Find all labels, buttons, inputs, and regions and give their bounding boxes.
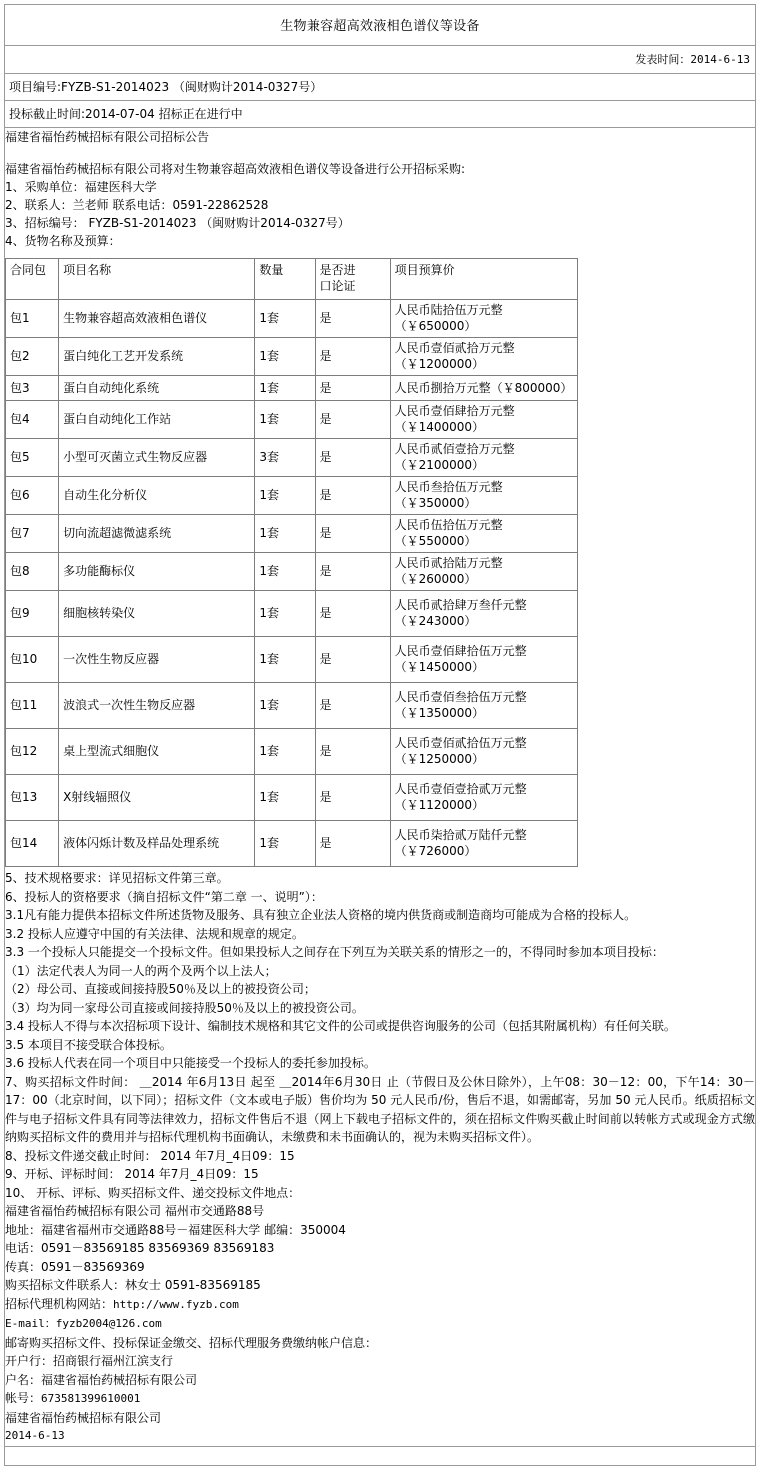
cell-package: 包14 <box>6 821 59 867</box>
cell-package: 包10 <box>6 637 59 683</box>
col-header-package: 合同包 <box>6 259 59 300</box>
announcement-title: 福建省福怡药械招标有限公司招标公告 <box>5 130 210 144</box>
document-frame <box>4 4 756 1466</box>
cell-quantity: 1套 <box>255 775 315 821</box>
signature-date: 2014-6-13 <box>5 1429 65 1442</box>
project-number-cell <box>5 74 756 101</box>
deadline-cell <box>5 101 756 128</box>
cell-quantity: 1套 <box>255 729 315 775</box>
cell-budget-price <box>390 775 577 821</box>
cell-quantity: 1套 <box>255 553 315 591</box>
cell-import-review: 是 <box>315 821 390 867</box>
budget-table-body <box>6 300 578 867</box>
budget-price-line2: （￥726000） <box>394 844 477 858</box>
intro-item-purchaser: 1、采购单位：福建医科大学 <box>5 180 157 194</box>
table-row <box>6 515 578 553</box>
budget-price-line2: （￥1250000） <box>394 752 485 766</box>
project-number: 项目编号:FYZB-S1-2014023 （闽财购计2014-0327号） <box>9 80 323 94</box>
budget-price-line1: 人民币壹佰壹拾贰万元整 <box>394 782 527 796</box>
cell-import-review: 是 <box>315 477 390 515</box>
contact-telephone: 电话：0591－83569185 83569369 83569183 <box>5 1241 275 1255</box>
cell-quantity: 1套 <box>255 683 315 729</box>
cell-budget-price: 人民币贰拾陆万元整（￥260000） <box>390 553 577 591</box>
cell-import-review: 是 <box>315 637 390 683</box>
cell-budget-price: 人民币贰佰壹拾万元整（￥2100000） <box>390 439 577 477</box>
budget-price-line2: （￥1450000） <box>394 660 485 674</box>
budget-price-line1: 人民币壹佰叁拾伍万元整 <box>394 690 527 704</box>
table-row <box>6 401 578 439</box>
clause-10: 10、 开标、评标、购买招标文件、递交投标文件地点： <box>5 1185 301 1200</box>
cell-item-name: 生物兼容超高效液相色谱仪 <box>59 300 255 338</box>
table-row <box>6 729 578 775</box>
clause-9: 9、开标、评标时间： 2014 年7月_4日09：15 <box>5 1167 259 1181</box>
cell-import-review: 是 <box>315 591 390 637</box>
footer-cell <box>5 1446 756 1465</box>
publish-time-cell <box>5 46 756 74</box>
cell-package: 包12 <box>6 729 59 775</box>
cell-import-review: 是 <box>315 553 390 591</box>
cell-item-name: 桌上型流式细胞仪 <box>59 729 255 775</box>
col-header-budget-price: 项目预算价 <box>390 259 577 300</box>
budget-price-line2: （￥1120000） <box>394 798 485 812</box>
table-row <box>6 775 578 821</box>
cell-quantity: 1套 <box>255 376 315 401</box>
budget-price-line2: （￥1350000） <box>394 706 485 720</box>
bid-deadline-status: 投标截止时间:2014-07-04 招标正在进行中 <box>9 107 243 121</box>
cell-item-name: 一次性生物反应器 <box>59 637 255 683</box>
cell-package: 包8 <box>6 553 59 591</box>
clause-3-4: 3.4 投标人不得与本次招标项下设计、编制技术规格和其它文件的公司或提供咨询服务的公司（包括其附属机构）有任何关联。 <box>5 1019 676 1033</box>
table-row <box>6 637 578 683</box>
budget-price-line1: 人民币壹佰肆拾伍万元整 <box>394 644 527 658</box>
cell-item-name: 液体闪烁计数及样品处理系统 <box>59 821 255 867</box>
contact-company: 福建省福怡药械招标有限公司 福州市交通路88号 <box>5 1204 265 1218</box>
cell-import-review: 是 <box>315 439 390 477</box>
clause-7: 7、购买招标文件时间： ＿2014 年6月13日 起至 ＿2014年6月30日 止（节假日及公休日除外），上午08：30－12：00，下午14：30－17：00（北京时间，以下同）；招标文件（文本或电子版）售价均为 50 元人民币/份，售后不退，如需邮寄，另加 50 元人民币。纸质招标文件与电子招标文件具有同等法律效力，招标文件售后不退（网上下载电子招标文件的，须在招标文件购买截止时间前以转帐方式或现金方式缴纳购买招标文件的费用并与招标代理机构书面确认，未缴费和未书面确认的，视为未购买招标文件）。 <box>5 1074 755 1144</box>
agency-website-url[interactable]: http://www.fyzb.com <box>113 1297 239 1311</box>
signature-company: 福建省福怡药械招标有限公司 <box>5 1410 162 1425</box>
cell-budget-price <box>390 821 577 867</box>
col-header-import-review <box>315 259 390 300</box>
table-row <box>6 338 578 376</box>
clause-6: 6、投标人的资格要求（摘自招标文件“第二章 一、说明”）： <box>5 889 323 904</box>
bank-account-number-line <box>5 1389 755 1409</box>
clause-3-1: 3.1凡有能力提供本招标文件所述货物及服务、具有独立企业法人资格的境内供货商或制造商均可能成为合格的投标人。 <box>5 908 637 922</box>
clause-3-3: 3.3 一个投标人只能提交一个投标文件。但如果投标人之间存在下列互为关联关系的情形之一的，不得同时参加本项目投标： <box>5 945 664 959</box>
cell-quantity: 1套 <box>255 637 315 683</box>
cell-package: 包5 <box>6 439 59 477</box>
cell-import-review: 是 <box>315 683 390 729</box>
cell-package: 包4 <box>6 401 59 439</box>
footer-row <box>5 1446 756 1465</box>
bank-branch: 开户行：招商银行福州江滨支行 <box>5 1354 174 1368</box>
cell-item-name: X射线辐照仪 <box>59 775 255 821</box>
contact-fax: 传真：0591－83569369 <box>5 1259 145 1274</box>
cell-import-review: 是 <box>315 515 390 553</box>
cell-budget-price: 人民币捌拾万元整（￥800000） <box>390 376 577 401</box>
intro-item-bid-number: 3、招标编号： FYZB-S1-2014023 （闽财购计2014-0327号） <box>5 216 350 230</box>
cell-quantity: 3套 <box>255 439 315 477</box>
cell-budget-price: 人民币伍拾伍万元整（￥550000） <box>390 515 577 553</box>
budget-table-head <box>6 259 578 300</box>
agency-website-line <box>5 1295 755 1315</box>
publish-time-row <box>5 46 756 74</box>
cell-budget-price <box>390 591 577 637</box>
table-row <box>6 553 578 591</box>
title-cell <box>5 5 756 46</box>
intro-item-goods-budget: 4、货物名称及预算： <box>5 234 121 248</box>
cell-item-name: 多功能酶标仪 <box>59 553 255 591</box>
cell-quantity: 1套 <box>255 515 315 553</box>
cell-budget-price <box>390 729 577 775</box>
cell-quantity: 1套 <box>255 338 315 376</box>
content-cell <box>5 128 756 1447</box>
table-row <box>6 477 578 515</box>
spacer <box>5 146 755 160</box>
bank-account-name: 户名：福建省福怡药械招标有限公司 <box>5 1372 198 1387</box>
cell-package: 包11 <box>6 683 59 729</box>
cell-item-name: 细胞核转染仪 <box>59 591 255 637</box>
publish-time: 发表时间：2014-6-13 <box>635 53 750 66</box>
clause-3-3-sub-1: （1）法定代表人为同一人的两个及两个以上法人； <box>5 963 277 978</box>
cell-import-review: 是 <box>315 300 390 338</box>
table-row <box>6 591 578 637</box>
deadline-row <box>5 101 756 128</box>
table-row <box>6 300 578 338</box>
budget-price-line1: 人民币柒拾贰万陆仟元整 <box>394 828 527 842</box>
cell-package: 包6 <box>6 477 59 515</box>
clause-3-3-sub-2: （2）母公司、直接或间接持股50％及以上的被投资公司； <box>5 982 316 996</box>
agency-email-label: E-mail： <box>5 1317 56 1330</box>
bank-account-number-value: 673581399610001 <box>41 1392 141 1405</box>
table-row <box>6 683 578 729</box>
cell-package: 包2 <box>6 338 59 376</box>
budget-table <box>5 258 578 867</box>
cell-budget-price <box>390 637 577 683</box>
cell-package: 包7 <box>6 515 59 553</box>
agency-website-label: 招标代理机构网站： <box>5 1296 114 1311</box>
cell-budget-price: 人民币壹佰肆拾万元整（￥1400000） <box>390 401 577 439</box>
cell-quantity: 1套 <box>255 477 315 515</box>
cell-budget-price: 人民币陆拾伍万元整（￥650000） <box>390 300 577 338</box>
budget-price-line2: （￥243000） <box>394 614 477 628</box>
clause-5: 5、技术规格要求：详见招标文件第三章。 <box>5 871 229 885</box>
cell-budget-price: 人民币叁拾伍万元整（￥350000） <box>390 477 577 515</box>
budget-price-line1: 人民币壹佰贰拾伍万元整 <box>394 736 527 750</box>
bank-account-number-label: 帐号： <box>5 1391 42 1405</box>
agency-email-line <box>5 1314 755 1334</box>
cell-quantity: 1套 <box>255 300 315 338</box>
clause-8: 8、投标文件递交截止时间： 2014 年7月_4日09：15 <box>5 1148 295 1163</box>
cell-import-review: 是 <box>315 729 390 775</box>
cell-item-name: 小型可灭菌立式生物反应器 <box>59 439 255 477</box>
budget-price-line1: 人民币贰拾肆万叁仟元整 <box>394 598 527 612</box>
intro-item-contact: 2、联系人：兰老师 联系电话：0591-22862528 <box>5 198 269 212</box>
cell-import-review: 是 <box>315 338 390 376</box>
col-header-quantity: 数量 <box>255 259 315 300</box>
title-row <box>5 5 756 46</box>
table-header-row <box>6 259 578 300</box>
cell-item-name: 蛋白纯化工艺开发系统 <box>59 338 255 376</box>
cell-item-name: 波浪式一次性生物反应器 <box>59 683 255 729</box>
clause-3-5: 3.5 本项目不接受联合体投标。 <box>5 1037 172 1052</box>
col-header-item-name: 项目名称 <box>59 259 255 300</box>
col-header-import-review-line1: 是否进 <box>319 263 356 277</box>
cell-package: 包1 <box>6 300 59 338</box>
page-title: 生物兼容超高效液相色谱仪等设备 <box>280 19 480 34</box>
intro-lead: 福建省福怡药械招标有限公司将对生物兼容超高效液相色谱仪等设备进行公开招标采购: <box>5 162 466 176</box>
clause-3-2: 3.2 投标人应遵守中国的有关法律、法规和规章的规定。 <box>5 926 304 941</box>
cell-quantity: 1套 <box>255 591 315 637</box>
cell-item-name: 自动生化分析仪 <box>59 477 255 515</box>
cell-package: 包3 <box>6 376 59 401</box>
content-row <box>5 128 756 1447</box>
cell-item-name: 切向流超滤微滤系统 <box>59 515 255 553</box>
cell-budget-price <box>390 683 577 729</box>
table-row <box>6 821 578 867</box>
clause-3-3-sub-3: （3）均为同一家母公司直接或间接持股50％及以上的被投资公司。 <box>5 1000 364 1015</box>
cell-budget-price: 人民币壹佰贰拾万元整（￥1200000） <box>390 338 577 376</box>
cell-package: 包13 <box>6 775 59 821</box>
col-header-import-review-line2: 口论证 <box>319 279 356 293</box>
cell-item-name: 蛋白自动纯化工作站 <box>59 401 255 439</box>
clause-3-6: 3.6 投标人代表在同一个项目中只能接受一个投标人的委托参加投标。 <box>5 1056 376 1070</box>
cell-quantity: 1套 <box>255 821 315 867</box>
cell-item-name: 蛋白自动纯化系统 <box>59 376 255 401</box>
table-row <box>6 376 578 401</box>
cell-import-review: 是 <box>315 775 390 821</box>
table-row <box>6 439 578 477</box>
bank-info-intro: 邮寄购买招标文件、投标保证金缴交、招标代理服务费缴纳帐户信息： <box>5 1335 378 1350</box>
project-number-row <box>5 74 756 101</box>
contact-address: 地址：福建省福州市交通路88号－福建医科大学 邮编：350004 <box>5 1222 346 1237</box>
agency-email-value[interactable]: fyzb2004@126.com <box>55 1317 162 1330</box>
cell-quantity: 1套 <box>255 401 315 439</box>
cell-import-review: 是 <box>315 401 390 439</box>
cell-import-review: 是 <box>315 376 390 401</box>
cell-package: 包9 <box>6 591 59 637</box>
contact-document-purchase-person: 购买招标文件联系人：林女士 0591-83569185 <box>5 1278 261 1292</box>
